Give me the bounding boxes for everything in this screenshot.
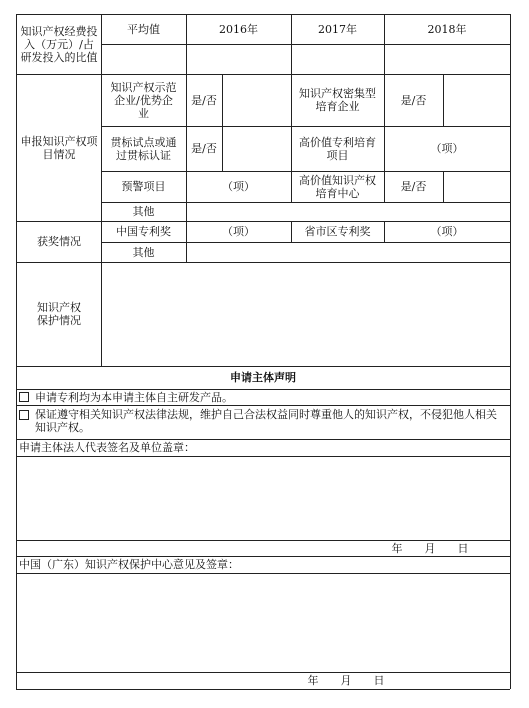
declaration-item-2-text: 保证遵守相关知识产权法律法规，维护自己合法权益同时尊重他人的知识产权，不侵犯他人相关知识产权。: [35, 408, 497, 434]
year-2018-value-field[interactable]: [384, 44, 510, 74]
high-value-patent-count[interactable]: （项）: [430, 142, 464, 155]
declaration-title: 申请主体声明: [230, 371, 296, 384]
intensive-enterprise-label: 知识产权密集型培育企业: [299, 87, 376, 113]
awards-other-label: 其他: [132, 245, 155, 259]
high-value-center-label: 高价值知识产权培育中心: [299, 173, 376, 200]
projects-label: 申报知识产权项目情况: [20, 134, 98, 161]
intensive-enterprise-extra-field[interactable]: [443, 74, 510, 126]
center-opinion-label: 中国（广东）知识产权保护中心意见及签章：: [19, 558, 239, 571]
declaration-item-1[interactable]: [16, 389, 510, 405]
average-header: 平均值: [127, 22, 160, 36]
warning-project-label: 预警项目: [121, 180, 166, 193]
rule: [510, 14, 511, 689]
declaration-item-2[interactable]: [16, 405, 510, 439]
high-value-center-extra-field[interactable]: [443, 171, 510, 202]
protection-label: 知识产权保护情况: [37, 301, 81, 327]
rule: [16, 689, 510, 690]
protection-details-field[interactable]: [101, 262, 510, 366]
year-2018-header: 2018年: [427, 22, 467, 36]
rule: [16, 672, 510, 673]
signature-area[interactable]: [16, 456, 510, 540]
provincial-patent-award-label: 省市区专利奖: [304, 225, 371, 238]
signature-label: 申请主体法人代表签名及单位盖章：: [19, 441, 195, 454]
awards-label: 获奖情况: [37, 235, 81, 248]
center-opinion-area[interactable]: [16, 573, 510, 672]
intensive-enterprise-yes-no[interactable]: 是/否: [400, 93, 427, 107]
china-patent-award-count[interactable]: （项）: [222, 225, 255, 238]
checkbox-icon[interactable]: [19, 410, 29, 420]
demo-enterprise-yes-no[interactable]: 是/否: [191, 93, 217, 107]
provincial-patent-award-count[interactable]: （项）: [430, 225, 464, 238]
awards-other-field[interactable]: [186, 242, 510, 262]
year-2017-value-field[interactable]: [291, 44, 384, 74]
demo-enterprise-label: 知识产权示范企业/优势企业: [110, 80, 177, 120]
high-value-center-yes-no[interactable]: 是/否: [400, 180, 427, 193]
high-value-patent-label: 高价值专利培育项目: [299, 135, 376, 162]
demo-enterprise-extra-field[interactable]: [222, 74, 291, 126]
standard-pilot-yes-no[interactable]: 是/否: [191, 142, 217, 155]
standard-pilot-extra-field[interactable]: [222, 126, 291, 171]
standard-pilot-label: 贯标试点或通过贯标认证: [110, 135, 177, 162]
average-value-field[interactable]: [101, 44, 186, 74]
warning-project-count[interactable]: （项）: [222, 180, 255, 193]
center-opinion-date[interactable]: 年 月 日: [307, 674, 385, 687]
year-2017-header: 2017年: [318, 22, 357, 36]
projects-other-field[interactable]: [186, 202, 510, 221]
year-2016-value-field[interactable]: [186, 44, 291, 74]
china-patent-award-label: 中国专利奖: [116, 225, 171, 238]
declaration-item-1-text: 申请专利均为本申请主体自主研发产品。: [35, 390, 233, 404]
investment-label: 知识产权经费投入（万元）/占研发投入的比值: [20, 24, 98, 64]
checkbox-icon[interactable]: [19, 392, 29, 402]
year-2016-header: 2016年: [219, 22, 258, 36]
declaration-date[interactable]: 年 月 日: [391, 541, 469, 555]
projects-other-label: 其他: [132, 205, 155, 218]
